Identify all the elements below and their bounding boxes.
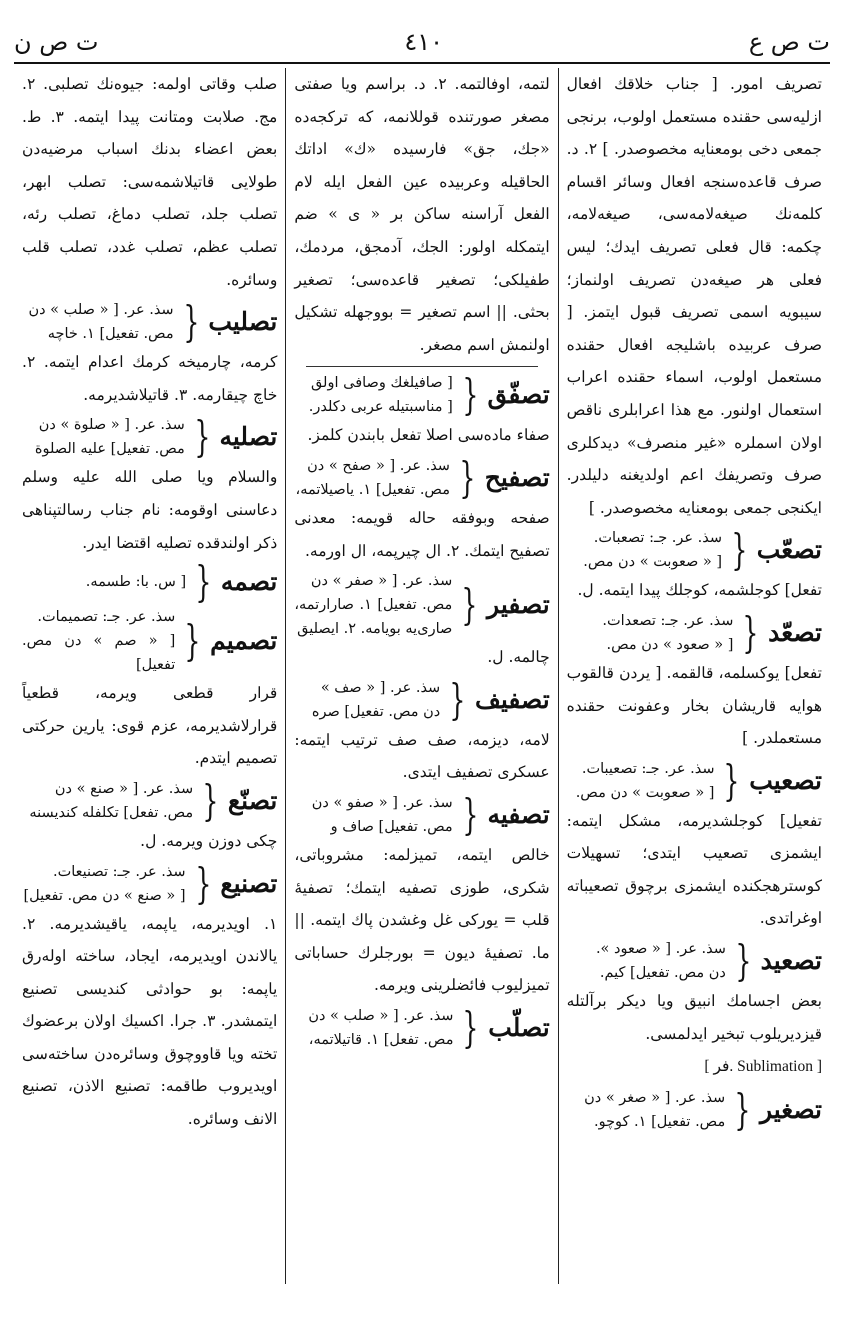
entry-headword: تصغير <box>759 1094 822 1124</box>
etymology-line: دن مص. تفعيل] صره‌ <box>311 703 441 720</box>
entry-headword: تصمه <box>220 567 278 597</box>
dictionary-entry <box>294 569 549 641</box>
entry-text: ١. اويديرمه، ياپمه، ياقيشديرمه. ٢. يالاندن اويديرمه، ايجاد، ساخته اولەرق ياپمه: بو حوادثی كنديسی تصنيع ايتمشدر. ٣. جرا. اكسيك اولان برعضوك تخته ويا قاووچوق وسائره‌دن ساخته‌سی اويديروب طاقمه: تصنيع الاذن، تصنيع الانف وسائره. <box>22 914 278 1129</box>
entry-etymology <box>29 777 193 825</box>
brace-icon: { <box>723 755 740 805</box>
entry-etymology <box>296 454 450 502</box>
entry-etymology <box>312 676 440 724</box>
dictionary-entry <box>294 791 549 839</box>
dictionary-entry <box>22 605 277 677</box>
entry-headword: تصعيب <box>749 765 822 795</box>
dictionary-entry <box>567 757 822 805</box>
entry-headword: تصليب <box>208 307 278 337</box>
brace-icon: { <box>731 525 748 575</box>
dictionary-entry <box>567 937 822 985</box>
entry-text: چكی دوزن ويرمه. ‌ل. <box>140 831 278 850</box>
brace-icon: { <box>184 616 201 666</box>
entry-text: تصريف امور. [ جناب خلاقك افعال ازليه‌سی حقنده مستعمل اولوب، برنجی جمعی دخی بومعنایه مخصوصدر. ] ٢. د. صرف قاعده‌سنجه افعال وسائر اقسام كلمه‌نك صيغه‌لامه‌سی، صيغه‌لامه، چكمه: قال فعلى تصريف ايدك؛ ليس فعلی هر صيغه‌دن تصريف اولنماز؛ سيبويه اسمی تصريف قبول ايتمز. [ صرف عربيده باشليجه افعال حقنده مستعمل اولوب، اسماء حقنده اعراب استعمال اولنور. مع هذا اعرابلری ناقص اولان اسملره «غير منصرف» ديدكلری صرف وتصريفك اعم اولديغنه دليلدر. ايكنجی جمعی بومعنایه مخصوصدر. ] <box>566 75 822 517</box>
header-rule <box>14 62 830 64</box>
brace-icon: { <box>462 789 479 839</box>
brace-icon: { <box>735 936 752 986</box>
etymology-line: سذ. عر. [ « صلب » دن <box>308 1007 454 1024</box>
dictionary-entry <box>294 371 549 419</box>
etymology-line: سذ. عر. [ « صعود ». <box>595 941 726 958</box>
etymology-line: [ س. با: طسمه. <box>85 574 187 591</box>
column-middle <box>285 68 558 1284</box>
entry-headword: تصعّد <box>768 617 822 647</box>
brace-icon: { <box>449 674 466 724</box>
entry-text: صفحه وبوفقه حاله قويمه: معدنی تصفيح ايتمك. ٢. ال چيرپمه، ال اورمه. <box>294 508 550 560</box>
entry-text: تفعل] كوجلشمه، كوجلك پيدا ايتمه. ‌ل. <box>577 581 822 600</box>
foreign-equivalent <box>567 1050 822 1084</box>
etymology-line: مص. تفعيل] ١. كوچو. <box>593 1113 726 1130</box>
etymology-line: سذ. عر. [ « صف » <box>320 679 441 696</box>
entry-headword: تصفيه <box>487 799 550 829</box>
etymology-line: مص. تفعيل] صاف و <box>330 818 453 835</box>
etymology-line: مص. تفعل] تكلفله كنديسنه <box>29 804 194 821</box>
brace-icon: { <box>202 775 219 825</box>
entry-etymology <box>583 526 722 574</box>
dictionary-entry <box>22 860 277 908</box>
brace-icon: { <box>734 1084 751 1134</box>
entry-text: تفعل] يوكسلمه، قالقمه. [ يردن قالقوب هوایه قاريشان بخار وعفونت حقنده مستعملدر. ] <box>566 663 822 748</box>
entry-etymology <box>308 1004 453 1052</box>
brace-icon: { <box>194 858 211 908</box>
brace-icon: { <box>194 412 211 462</box>
latin-term: [ فر. Sublimation ] <box>704 1058 822 1076</box>
column-right <box>559 68 830 1284</box>
entry-headword: تصعيد <box>760 946 822 976</box>
etymology-line: سذ. عر. جـ: تصميمات. <box>37 609 176 626</box>
entry-text: والسلام ويا صلى الله عليه وسلم دعاسنی اوقومه: نام جناب رسالتپناهی ذكر اولندقده تصليه اقتضا ايدر. <box>22 468 278 552</box>
entry-text: قرار قطعی ويرمه، قطعياً قرارلاشديرمه، عزم قوی: يارين حركتی تصميم ايتدم. <box>22 684 278 768</box>
etymology-line: سذ. عر. [ « صفو » دن <box>311 794 453 811</box>
etymology-line: سذ. عر. [ « صلب » دن <box>28 302 174 319</box>
etymology-line: مص. تفعيل] ١. ياصيلاتمه، <box>295 481 450 498</box>
header-left-keyword: ت ص ن <box>14 28 99 56</box>
dictionary-entry <box>567 1086 822 1134</box>
etymology-line: [ « صعوبت » دن مص. <box>583 554 723 571</box>
entry-text: كرمه، چارميخه كرمك اعدام ايتمه. ٢. خاچ چيقارمه. ٣. قاتيلاشديرمه. <box>22 353 278 404</box>
etymology-line: سذ. عر. [ « صفر » دن <box>310 573 453 590</box>
etymology-line: سذ. عر. جـ: تصعبات. <box>593 530 723 547</box>
entry-headword: تصفيف <box>474 684 550 714</box>
etymology-line: مص. تفعل] ١. قاتيلاتمه، <box>308 1031 454 1048</box>
entry-text: صلب وقاتی اولمه: جيوه‌نك تصلبی. ٢. مج. صلابت ومتانت پيدا ايتمه. ٣. ط. بعض اعضاء بدنك اسباب مرضيه‌دن طولايی قاتيلاشمه‌سی: تصلب ابهر، تصلب جلد، تصلب دماغ، تصلب رئه، تصلب عظم، تصلب غدد، تصلب قلب وسائره. <box>22 75 278 289</box>
entry-headword: تصفّق <box>487 380 550 410</box>
etymology-line: دن مص. تفعيل] كيم. <box>599 965 726 982</box>
entry-headword: تصلّب <box>488 1012 550 1042</box>
etymology-line: [ « صعود » دن مص. <box>606 636 734 653</box>
entry-headword: تصعّب <box>756 535 822 565</box>
etymology-line: [ « صنع » دن مص. تفعيل] <box>23 887 186 904</box>
dictionary-entry <box>22 298 277 346</box>
entry-etymology <box>22 605 175 677</box>
brace-icon: { <box>461 580 478 630</box>
brace-icon: { <box>462 370 479 420</box>
etymology-line: [ « صم » دن مص. تفعيل] <box>22 633 176 674</box>
etymology-line: [ صافيلغك وصافی اولق <box>310 375 453 392</box>
brace-icon: { <box>742 607 759 657</box>
page-number: ٤١٠ <box>404 28 443 56</box>
entry-headword: تصنّع <box>227 785 278 815</box>
dictionary-entry <box>567 526 822 574</box>
entry-etymology <box>23 860 185 908</box>
etymology-line: مص. تفعيل] ١. خاچه <box>47 326 174 343</box>
entry-headword: تصفيح <box>484 462 550 492</box>
entry-etymology <box>312 791 453 839</box>
entry-etymology <box>584 1086 725 1134</box>
entry-headword: تصميم <box>210 626 278 656</box>
entry-text: صفاء ماده‌سی اصلا تفعل بابندن كلمز. <box>307 426 550 445</box>
dictionary-entry <box>294 454 549 502</box>
etymology-line: [ « صعوبت » دن مص. <box>575 784 715 801</box>
entry-headword: تصفير <box>487 590 550 620</box>
etymology-line: سذ. عر. جـ: تصعدات. <box>602 612 734 629</box>
etymology-line: سذ. عر. [ « صنع » دن <box>54 780 194 797</box>
brace-icon: { <box>459 452 476 502</box>
entry-etymology <box>86 570 186 594</box>
dictionary-entry <box>567 609 822 657</box>
header-right-keyword: ت ص ع <box>748 28 830 56</box>
entry-etymology <box>309 371 453 419</box>
entry-text: لامه، ديزمه، صف صف ترتيب ايتمه: عسكری تصفيف ايتدی. <box>294 730 550 782</box>
entry-divider <box>306 366 537 367</box>
dictionary-columns <box>14 68 830 1284</box>
column-left <box>14 68 285 1284</box>
entry-text: لتمه، اوفالتمه. ٢. د. براسم ويا صفتی مصغر صورتنده قوللانمه، كه تركجه‌ده «جك، جق» فارسيده «ك» اداتك الحاقيله وعربيده عين الفعل ايله لام الفعل آراسنه ساكن بر « ى » ضم ايتمكله اولور: الجك، آدمجق، مردمك، طفيلكی؛ تصغير قاعده‌سی؛ تصغير بحثی. || اسم تصغير = بووجهله تشكيل اولنمش اسم مصغر. <box>294 75 550 354</box>
etymology-line: سذ. عر. [ « صغر » دن <box>584 1089 726 1106</box>
etymology-line: سذ. عر. جـ: تصنيعات. <box>52 863 186 880</box>
dictionary-entry <box>22 557 278 607</box>
entry-text: خالص ايتمه، تميزلمه: مشروباتی، شكری، طوزی تصفيه ايتمك؛ تصفيۀ قلب = يوركی غل وغشدن پاك ايتمه. || ما. تصفيۀ ديون = بورجلرك حساباتی تميزليوب فائضلرينی ويرمه. <box>294 845 550 995</box>
entry-etymology <box>294 569 452 641</box>
etymology-line: سذ. عر. [ « صلوة » دن <box>38 417 185 434</box>
entry-headword: تصنيع <box>220 868 278 898</box>
dictionary-entry <box>294 1004 549 1052</box>
dictionary-entry <box>22 777 277 825</box>
etymology-line: مص. تفعيل] ١. صارارتمه، صاری‌يه بويامه. ٢. ايصليق <box>294 597 453 638</box>
entry-etymology <box>602 609 733 657</box>
entry-text: بعض اجسامك انبيق ويا ديكر برآلتله قيزديريلوب تبخير ايدلمسی. <box>566 992 822 1043</box>
etymology-line: [ مناسبتيله عربی دكلدر. <box>308 399 453 416</box>
entry-etymology <box>596 937 726 985</box>
dictionary-entry <box>22 413 277 461</box>
etymology-line: مص. تفعيل] عليه الصلوة <box>34 441 185 458</box>
brace-icon: { <box>462 1002 479 1052</box>
etymology-line: سذ. عر. جـ: تصعيبات. <box>581 760 715 777</box>
brace-icon: { <box>182 297 199 347</box>
entry-text: چالمه. ‌ل. <box>487 648 550 667</box>
etymology-line: سذ. عر. [ « صفح » دن <box>307 457 450 474</box>
page-header <box>14 24 830 60</box>
entry-etymology <box>35 413 185 461</box>
entry-text: تفعيل] كوجلشديرمه، مشكل ايتمه: ايشمزی تصعيب ايتدی؛ تسهيلات كوسترهجكنده ايشمزی برچوق تصعيباته اوغراتدی. <box>566 811 822 928</box>
dictionary-entry <box>294 676 549 724</box>
entry-etymology <box>28 298 173 346</box>
entry-etymology <box>576 757 715 805</box>
entry-headword: تصليه <box>219 422 278 452</box>
brace-icon: { <box>195 557 212 607</box>
